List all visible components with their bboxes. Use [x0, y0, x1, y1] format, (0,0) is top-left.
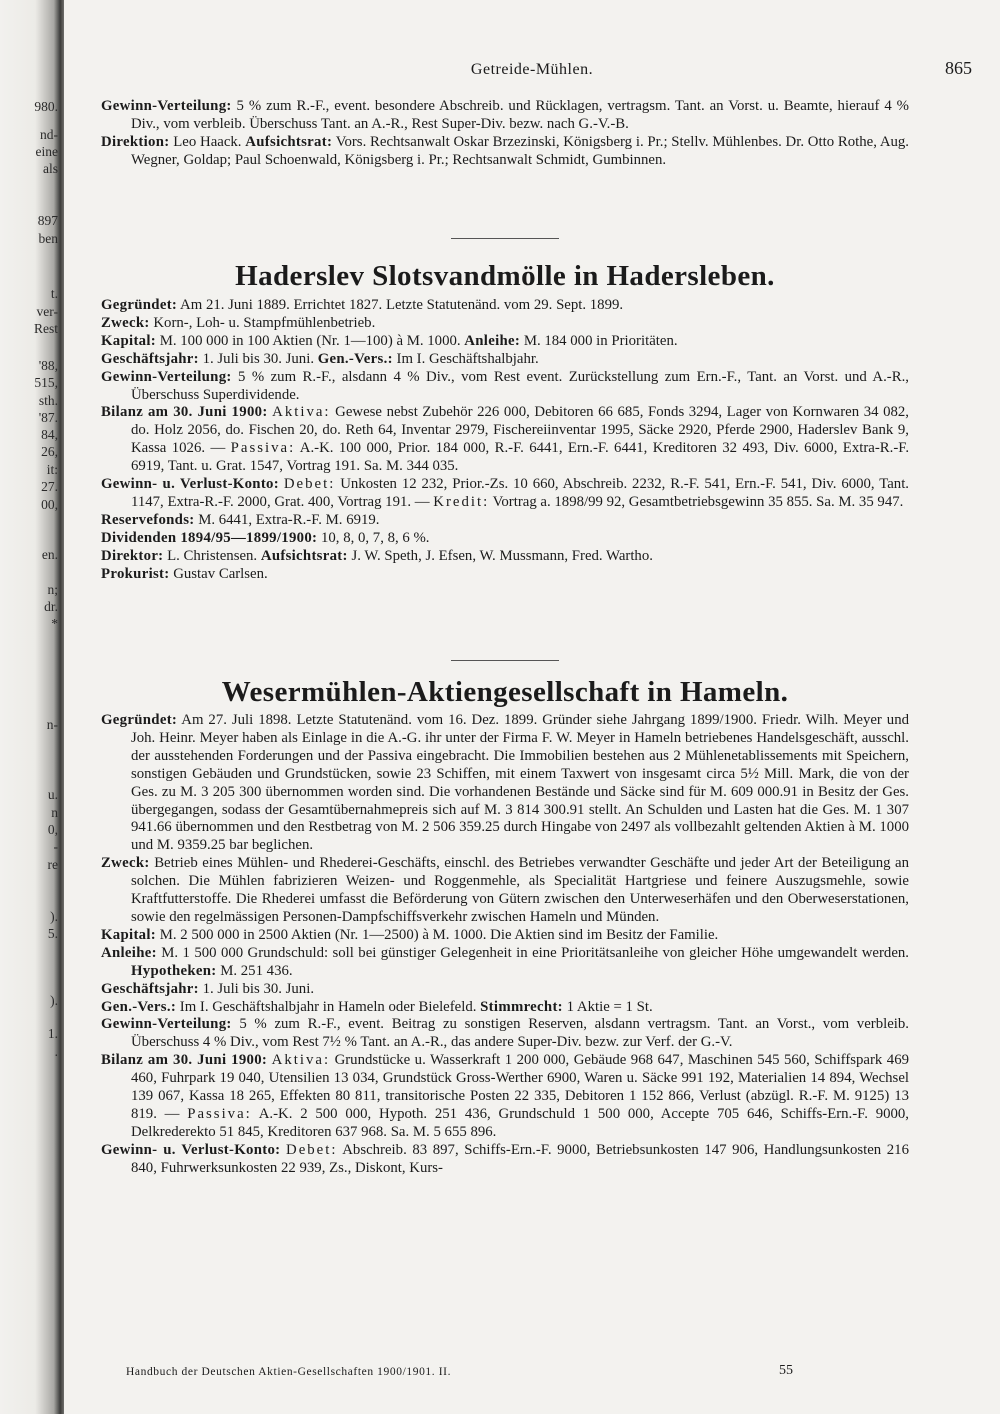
margin-fragment: dr. — [44, 599, 58, 614]
entry-text: M. 2 500 000 in 2500 Aktien (Nr. 1—2500) à M. 1000. Die Aktien sind im Besitz der Familie. — [159, 926, 719, 943]
entry-text: Am 21. Juni 1889. Errichtet 1827. Letzte Statutenänd. vom 29. Sept. 1899. — [180, 297, 624, 313]
company-entry — [101, 530, 909, 548]
company-title: Wesermühlen-Aktiengesellschaft in Hameln. — [221, 676, 789, 708]
separator-2-wrap — [101, 660, 909, 661]
entry-label: Zweck: — [101, 314, 150, 331]
entry-label: Anleihe: — [101, 944, 157, 961]
entry-text: M. 1 500 000 Grundschuld: soll bei günstiger Gelegenheit in eine Prioritätsanleihe von gleicher Höhe umgewandelt werden. — [161, 944, 909, 961]
entry-text: Gustav Carlsen. — [173, 565, 268, 582]
entry-text: 5 % zum R.-F., alsdann 4 % Div., vom Rest event. Zurückstellung zum Ern.-F., Tant. an Vorst. und A.-R., Überschuss Superdividende. — [131, 368, 909, 403]
entry-label: Gewinn-Verteilung: — [101, 368, 232, 385]
margin-fragment: re — [47, 857, 58, 872]
company-entry — [101, 999, 909, 1017]
margin-fragment: 84, — [41, 427, 58, 442]
entry-text2: M. 251 436. — [220, 962, 293, 979]
company-entry — [101, 981, 909, 999]
margin-fragment: - — [53, 839, 58, 854]
entry-label2: Gen.-Vers.: — [317, 350, 393, 367]
margin-fragment: 27. — [41, 479, 58, 494]
margin-fragment: 980. — [34, 99, 58, 114]
page-number: 865 — [945, 58, 972, 78]
entry-text: Am 27. Juli 1898. Letzte Statutenänd. vom 16. Dez. 1899. Gründer siehe Jahrgang 1899/1900. Friedr. Wilh. Meyer und Joh. Heinr. Meyer haben als Einlage in die A.-G. ihr unter der Firma F. W. Meyer in Hameln betriebenes Handelsgeschäft, ausschl. der ausstehenden Forderungen und der Passiva eingebracht. Die Immobilien bestehen aus 2 Mühlenetablissements mit Speichern, sonstigen Gebäuden und Grundstücken, sowie 23 Schiffen, mit einem Taxwert von insgesamt circa 5½ Mill. Mark, die von der Ges. zu M. 3 205 300 übernommen worden sind. Die vorhandenen Bestände und Säcke sind für M. 609 000.91 in Besitz der Ges. übergegangen, sodass der Gesamtübernahmepreis sich auf M. 3 814 300.91 stellt. An Schulden und Lasten hat die Ges. M. 1 307 941.66 übernommen und den Restbetrag von M. 2 506 359.25 durch Hingabe von 2497 als vollbezahlt geltenden Aktien à M. 1000 und M. 9359.25 bar beglichen. — [131, 712, 909, 854]
entry-text: 10, 8, 0, 7, 8, 6 %. — [321, 529, 430, 546]
entry-label2: Anleihe: — [464, 332, 521, 349]
entry-label2: Stimmrecht: — [480, 998, 563, 1015]
page — [64, 0, 1000, 1414]
entry-label: Reservefonds: — [101, 511, 195, 528]
company-entry — [101, 712, 909, 855]
entry-label: Gegründet: — [101, 297, 178, 313]
company-entry — [101, 1016, 909, 1052]
running-head: Getreide-Mühlen. — [470, 61, 594, 78]
entry-text: 5 % zum R.-F., event. besondere Abschreib. und Rücklagen, vertragsm. Tant. an Vorst. u. Beamte, hierauf 4 % Div., vom verbleib. Überschuss Tant. an A.-R., Rest Super-Div. bezw. nach G.-V.-B. — [131, 98, 909, 132]
entry-label: Gen.-Vers.: — [101, 998, 177, 1015]
margin-fragment: it: — [46, 462, 58, 477]
company-entries-wesermuehlen — [101, 712, 909, 1178]
margin-fragment: ben — [38, 231, 58, 246]
company-entry — [101, 927, 909, 945]
company-entry — [101, 1142, 909, 1178]
entry-label: Geschäftsjahr: — [101, 350, 199, 367]
entry-sp2: Passiva: — [230, 440, 296, 457]
margin-fragment: '87. — [38, 410, 58, 425]
entry-text: L. Christensen. — [167, 547, 258, 564]
separator-rule — [451, 660, 559, 661]
entry-text: Grundstücke u. Wasserkraft 1 200 000, Gebäude 968 647, Maschinen 545 560, Schiffspark 469 460, Fuhrpark 19 040, Utensilien 13 034, Grundstück Gross-Werther 6900, Waren u. Säcke 991 192, Materialien 14 894, Wechsel 139 067, Kassa 18 265, Effekten 80 811, transitorische Posten 22 335, Debitoren 1 152 866, Verlust (abzügl. R.-F. M. 9125) 13 819. — — [131, 1052, 910, 1122]
entry-text: Unkosten 12 232, Prior.-Zs. 10 660, Abschreib. 2232, R.-F. 541, Ern.-F. 541, Div. 6000, Tant. 1147, Extra-R.-F. 2000, Grat. 400, Vortrag 191. — — [131, 476, 910, 510]
entry-gewinn-verteilung — [101, 98, 909, 134]
margin-fragment: 515, — [34, 375, 58, 390]
entry-label: Gewinn- u. Verlust-Konto: — [101, 476, 279, 493]
entry-text2: A.-K. 2 500 000, Hypoth. 251 436, Grundschuld 1 500 000, Accepte 705 646, Schiffs-Ern.-F. 9000, Delkrederekto 51 845, Kreditoren 637 968. Sa. M. 5 655 896. — [131, 1105, 909, 1140]
entry-label: Gewinn-Verteilung: — [101, 98, 232, 114]
footer-signature-number: 55 — [779, 1363, 793, 1378]
entry-label-2: Aufsichtsrat: — [245, 133, 333, 150]
entry-label: Kapital: — [101, 926, 157, 943]
company-entry — [101, 566, 909, 584]
margin-fragment: * — [51, 616, 58, 631]
margin-fragment: n — [51, 805, 58, 820]
entry-label: Direktor: — [101, 547, 164, 564]
entry-text2: J. W. Speth, J. Efsen, W. Mussmann, Fred. Wartho. — [351, 547, 653, 564]
company-entry — [101, 512, 909, 530]
margin-fragment: en. — [41, 547, 58, 562]
entry-sp2: Kredit: — [433, 493, 490, 510]
entry-label: Gewinn-Verteilung: — [101, 1016, 232, 1033]
entry-sp1: Aktiva: — [271, 1052, 331, 1069]
margin-fragment: t. — [50, 286, 58, 301]
entry-text2: 1 Aktie = 1 St. — [566, 998, 653, 1015]
entry-label: Zweck: — [101, 855, 150, 872]
margin-fragment: 0, — [47, 822, 58, 837]
entry-text: 1. Juli bis 30. Juni. — [202, 350, 315, 367]
company-entry — [101, 945, 909, 981]
margin-fragment: Rest — [33, 321, 58, 336]
margin-fragment: nd- — [40, 127, 58, 142]
entry-sp1: Aktiva: — [272, 404, 331, 421]
entry-label: Bilanz am 30. Juni 1900: — [101, 1052, 268, 1069]
margin-fragment: n- — [46, 717, 58, 732]
margin-fragment: 1. — [47, 1026, 58, 1041]
company-section-wesermuehlen — [101, 675, 909, 709]
margin-fragment: eine — [35, 144, 58, 159]
margin-fragment: 897 — [37, 213, 58, 228]
separator-rule — [451, 238, 559, 239]
entry-text: 1. Juli bis 30. Juni. — [202, 980, 315, 997]
margin-fragment: u. — [47, 787, 58, 802]
entry-direktion — [101, 134, 909, 170]
margin-fragment: n; — [47, 582, 58, 597]
company-entry — [101, 369, 909, 405]
separator-1-wrap — [101, 238, 909, 239]
entry-label: Dividenden 1894/95—1899/1900: — [101, 529, 318, 546]
entry-text: 5 % zum R.-F., event. Beitrag zu sonstigen Reserven, alsdann vertragsm. Tant. an Vorst., vom verbleib. Überschuss 4 % Div., vom Rest 7½ % Tant. an A.-R., das andere Super-Div. bezw. zur Verf. der G.-V. — [131, 1016, 909, 1051]
margin-fragment: '88, — [38, 358, 58, 373]
entry-text2: Vortrag a. 1898/99 92, Gesamtbetriebsgewinn 35 855. Sa. M. 35 947. — [492, 493, 904, 510]
entry-text: Betrieb eines Mühlen- und Rhederei-Geschäfts, einschl. des Betriebes verwandter Geschäfte und jeder Art der Beteiligung an solchen. Die Mühlen fabrizieren Weizen- und Roggenmehle, als Specialität Hartgriese und feinere Auszugsmehle, sowie Kraftfutterstoffe. Die Rhederei umfasst die Beförderung von Gütern zwischen den Unterweserhäfen und den Oberweserstationen, sowie den regelmässigen Personen-Dampfschiffsverkehr zwischen Hameln und Münden. — [131, 855, 910, 925]
margin-fragment: 5. — [47, 926, 58, 941]
entry-label2: Aufsichtsrat: — [260, 547, 348, 564]
company-entries-haderslev — [101, 297, 909, 584]
entry-text: Leo Haack. — [173, 133, 242, 150]
margin-fragment: sth. — [38, 393, 58, 408]
entry-label: Gegründet: — [101, 712, 178, 728]
entry-text2: M. 184 000 in Prioritäten. — [523, 332, 678, 349]
company-entry — [101, 315, 909, 333]
entry-label: Direktion: — [101, 133, 170, 150]
company-entry — [101, 333, 909, 351]
entry-sp2: Passiva: — [187, 1105, 252, 1122]
company-section-haderslev — [101, 259, 909, 293]
company-entry — [101, 548, 909, 566]
entry-label: Bilanz am 30. Juni 1900: — [101, 404, 268, 421]
margin-fragment: als — [43, 161, 58, 176]
company-entry — [101, 476, 909, 512]
margin-fragment: ver- — [36, 304, 58, 319]
entry-text2: A.-K. 100 000, Prior. 184 000, R.-F. 6441, Ern.-F. 6441, Kreditoren 32 493, Div. 6000, Extra-R.-F. 6919, Tant. u. Grat. 1547, Vortrag 191. Sa. M. 344 035. — [131, 440, 910, 475]
entry-label: Geschäftsjahr: — [101, 980, 199, 997]
company-entry — [101, 1052, 909, 1142]
company-entry — [101, 404, 909, 476]
company-entry — [101, 855, 909, 927]
entry-text: Abschreib. 83 897, Schiffs-Ern.-F. 9000, Betriebsunkosten 147 906, Handlungsunkosten 216 840, Fuhrwerksunkosten 22 939, Zs., Diskont, Kurs- — [131, 1141, 909, 1176]
company-title: Haderslev Slotsvandmölle in Hadersleben. — [235, 260, 775, 292]
margin-fragment: . — [54, 1044, 58, 1059]
entry-text: M. 6441, Extra-R.-F. M. 6919. — [198, 511, 380, 528]
margin-fragment: ). — [50, 993, 58, 1008]
entry-text: Im I. Geschäftshalbjahr in Hameln oder Bielefeld. — [179, 998, 477, 1015]
footer-text: Handbuch der Deutschen Aktien-Gesellschaften 1900/1901. II. — [126, 1366, 452, 1378]
entry-text: Korn-, Loh- u. Stampfmühlenbetrieb. — [153, 314, 376, 331]
entry-label: Prokurist: — [101, 565, 170, 582]
margin-fragment: 00, — [41, 497, 58, 512]
company-entry — [101, 351, 909, 369]
previous-entry-tail — [101, 98, 909, 170]
margin-fragment: 26, — [41, 444, 58, 459]
company-entry — [101, 297, 909, 315]
margin-fragment: ). — [50, 909, 58, 924]
entry-text: M. 100 000 in 100 Aktien (Nr. 1—100) à M. 1000. — [159, 332, 461, 349]
entry-text2: Im I. Geschäftshalbjahr. — [396, 350, 539, 367]
entry-sp1: Debet: — [283, 476, 336, 493]
entry-label: Gewinn- u. Verlust-Konto: — [101, 1141, 281, 1158]
entry-text: Gewese nebst Zubehör 226 000, Debitoren 66 685, Fonds 3294, Lager von Kornwaren 34 082, do. Holz 2056, do. Fischen 20, do. Reth 64, Inventar 2979, Fischereiinventar 1995, Säcke 2920, Pferde 2900, Haderslev Bank 9, Kassa 1026. — — [131, 404, 909, 457]
entry-label2: Hypotheken: — [131, 962, 217, 979]
entry-sp1: Debet: — [286, 1141, 338, 1158]
entry-label: Kapital: — [101, 332, 157, 349]
entry-text-2: Vors. Rechtsanwalt Oskar Brzezinski, Königsberg i. Pr.; Stellv. Mühlenbes. Dr. Otto Rothe, Aug. Wegner, Goldap; Paul Schoenwald, Königsberg i. Pr.; Rechtsanwalt Schmidt, Gumbinnen. — [131, 133, 910, 168]
